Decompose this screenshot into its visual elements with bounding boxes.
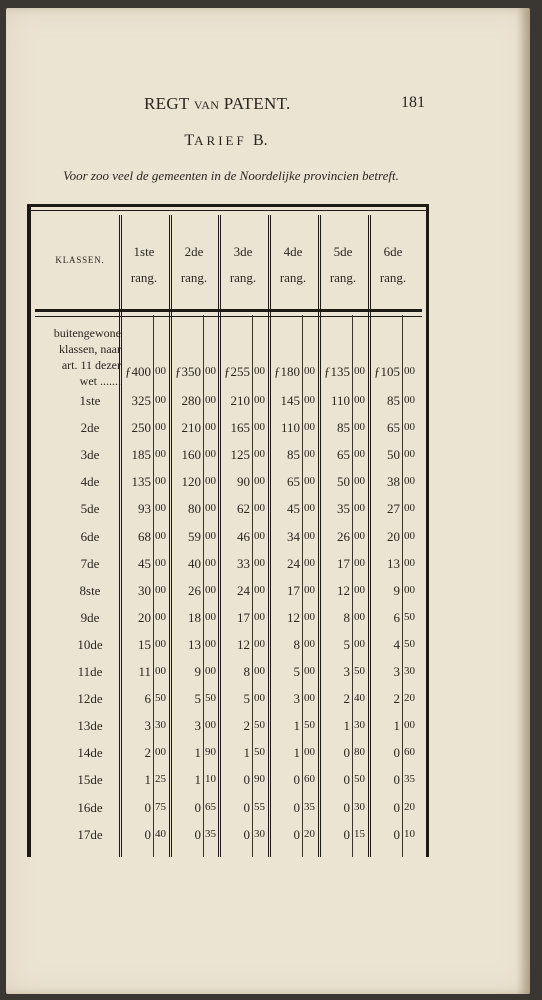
guilder-value: 5 [343, 636, 350, 652]
first-row-label-line: wet ....... [79, 374, 121, 388]
guilder-value: 17 [237, 609, 250, 625]
guilder-value: 6 [144, 691, 151, 707]
guilder-value: 145 [280, 393, 300, 408]
cents-value: 00 [304, 583, 315, 596]
cents-value: 00 [304, 421, 315, 434]
guilder-value: 17 [287, 582, 300, 598]
cents-value: 00 [205, 665, 216, 677]
guilder-value: 280 [181, 393, 201, 408]
guilder-value: 38 [387, 474, 400, 490]
cents-value: 50 [354, 773, 365, 786]
cents-value: 00 [205, 394, 216, 406]
cents-value: 60 [404, 746, 415, 759]
guilder-value: 185 [131, 447, 151, 463]
cents-value: 50 [404, 637, 415, 650]
guilder-value: 9 [194, 664, 201, 679]
cents-value: 50 [254, 746, 265, 759]
guilder-value: 46 [237, 528, 250, 544]
cents-value: 00 [304, 556, 315, 569]
cents-value: 20 [404, 800, 415, 813]
cents-value: 00 [354, 556, 365, 569]
guilder-value: ƒ105 [374, 364, 400, 379]
guilder-value: 0 [243, 799, 250, 815]
guilder-value: 1 [393, 718, 400, 734]
guilder-value: 45 [287, 501, 300, 517]
cents-value: 15 [354, 827, 365, 840]
cents-value: 00 [404, 394, 415, 406]
guilder-value: 85 [337, 420, 350, 436]
rank-ordinal: 3de [233, 244, 253, 259]
cents-value: 55 [254, 800, 265, 813]
cents-value: 00 [304, 475, 315, 488]
page-gutter-shadow [516, 8, 530, 994]
cents-value: 00 [354, 529, 365, 542]
cents-value: 60 [304, 773, 315, 786]
running-head-word-van: VAN [193, 98, 220, 112]
cents-value: 00 [205, 556, 216, 569]
cents-value: 00 [254, 365, 265, 377]
table-row [31, 800, 426, 826]
table-top-rule [31, 210, 426, 211]
rank-header [269, 239, 317, 291]
guilder-value: 59 [188, 528, 201, 544]
guilder-value: 0 [144, 799, 151, 815]
rank-word: rang. [379, 270, 407, 285]
cents-value: 00 [304, 665, 315, 677]
page-number: 181 [401, 94, 425, 111]
cents-value: 00 [254, 502, 265, 515]
guilder-value: 50 [337, 474, 350, 490]
guilder-value: 0 [194, 826, 201, 842]
guilder-value: 2 [393, 691, 400, 707]
guilder-value: 8 [293, 636, 300, 652]
guilder-value: 93 [138, 501, 151, 517]
guilder-value: 5 [194, 691, 201, 707]
guilder-value: 62 [237, 501, 250, 517]
cents-value: 00 [205, 637, 216, 650]
cents-value: 00 [304, 365, 315, 377]
class-label: 1ste [79, 393, 101, 408]
cents-value: 00 [254, 583, 265, 596]
guilder-value: 45 [138, 555, 151, 571]
guilder-value: 65 [337, 447, 350, 463]
guilder-value: 2 [343, 691, 350, 707]
first-row-label-line: klassen, naar [59, 342, 121, 356]
class-label: 7de [80, 555, 100, 571]
table-heading-initial: T [184, 132, 195, 149]
cents-value: 30 [404, 665, 415, 677]
cents-value: 00 [304, 502, 315, 515]
rank-header [219, 239, 267, 291]
guilder-value: 3 [293, 691, 300, 707]
cents-value: 20 [304, 827, 315, 840]
guilder-value: 20 [387, 528, 400, 544]
rank-header [170, 239, 218, 291]
guilder-value: 11 [138, 664, 151, 679]
table-heading-letter: B. [252, 132, 268, 149]
guilder-value: 0 [343, 772, 350, 788]
cents-value: 00 [354, 610, 365, 623]
guilder-value: 0 [194, 799, 201, 815]
guilder-value: 0 [293, 826, 300, 842]
guilder-value: 34 [287, 528, 300, 544]
cents-value: 00 [155, 637, 166, 650]
cents-value: 00 [354, 365, 365, 377]
cents-value: 00 [404, 529, 415, 542]
cents-value: 00 [254, 529, 265, 542]
cents-value: 30 [254, 827, 265, 840]
guilder-value: 85 [387, 393, 400, 408]
class-label: 13de [77, 718, 103, 734]
rank-header [319, 239, 367, 291]
cents-value: 00 [354, 394, 365, 406]
cents-value: 00 [354, 475, 365, 488]
guilder-value: 1 [243, 745, 250, 761]
class-label: 12de [77, 691, 103, 707]
guilder-value: ƒ350 [175, 364, 201, 379]
guilder-value: 20 [138, 609, 151, 625]
cents-value: 30 [354, 800, 365, 813]
table-row [31, 772, 426, 798]
table-heading-rest: ARIEF [194, 133, 247, 148]
cents-value: 00 [304, 637, 315, 650]
cents-value: 10 [404, 827, 415, 840]
guilder-value: 30 [138, 582, 151, 598]
guilder-value: 2 [243, 718, 250, 734]
guilder-value: 27 [387, 501, 400, 517]
class-label: 5de [80, 501, 100, 517]
guilder-value: 250 [131, 420, 151, 436]
guilder-value: 40 [188, 555, 201, 571]
cents-value: 00 [404, 556, 415, 569]
table-row [31, 691, 426, 717]
guilder-value: 165 [230, 420, 250, 436]
cents-value: 00 [404, 719, 415, 732]
guilder-value: 0 [393, 826, 400, 842]
guilder-value: 17 [337, 555, 350, 571]
guilder-value: 90 [237, 474, 250, 490]
table-heading [166, 132, 286, 150]
guilder-value: 0 [144, 826, 151, 842]
guilder-value: 325 [131, 393, 151, 408]
guilder-value: 1 [293, 718, 300, 734]
class-label: 17de [77, 826, 103, 842]
guilder-value: 12 [287, 609, 300, 625]
table-row [31, 610, 426, 636]
guilder-value: ƒ400 [125, 364, 151, 379]
first-row-label-line: art. 11 dezer [61, 358, 121, 372]
guilder-value: 0 [393, 745, 400, 761]
cents-value: 40 [354, 692, 365, 705]
guilder-value: 65 [387, 420, 400, 436]
cents-value: 00 [254, 448, 265, 461]
cents-value: 00 [205, 719, 216, 732]
guilder-value: 125 [230, 447, 250, 463]
rank-ordinal: 5de [333, 244, 353, 259]
table-row [31, 637, 426, 663]
guilder-value: 1 [144, 772, 151, 788]
cents-value: 00 [354, 583, 365, 596]
guilder-value: ƒ180 [274, 364, 300, 379]
running-head-title [144, 94, 291, 114]
rank-header [369, 239, 417, 291]
cents-value: 00 [205, 448, 216, 461]
guilder-value: 3 [144, 718, 151, 734]
cents-value: 00 [354, 448, 365, 461]
cents-value: 00 [155, 665, 166, 677]
rank-word: rang. [279, 270, 307, 285]
cents-value: 00 [155, 394, 166, 406]
cents-value: 00 [404, 421, 415, 434]
guilder-value: 5 [243, 691, 250, 707]
guilder-value: 35 [337, 501, 350, 517]
cents-value: 00 [205, 421, 216, 434]
table-row [31, 420, 426, 446]
cents-value: 40 [155, 827, 166, 840]
cents-value: 00 [254, 692, 265, 705]
cents-value: 00 [155, 583, 166, 596]
guilder-value: 0 [343, 799, 350, 815]
cents-value: 00 [155, 610, 166, 623]
guilder-value: 0 [243, 826, 250, 842]
rank-ordinal: 2de [184, 244, 204, 259]
guilder-value: 0 [393, 772, 400, 788]
guilder-value: 2 [144, 745, 151, 761]
cents-value: 20 [404, 692, 415, 705]
class-label: 3de [80, 447, 100, 463]
header-klassen: KLASSEN. [55, 255, 105, 265]
cents-value: 80 [354, 746, 365, 759]
guilder-value: 85 [287, 447, 300, 463]
guilder-value: 3 [393, 664, 400, 679]
guilder-value: ƒ255 [224, 364, 250, 379]
cents-value: 00 [304, 529, 315, 542]
rank-ordinal: 1ste [133, 244, 155, 259]
cents-value: 75 [155, 800, 166, 813]
table-row [31, 447, 426, 473]
table-row [31, 393, 426, 419]
class-label: 14de [77, 745, 103, 761]
table-row [31, 364, 426, 390]
cents-value: 00 [404, 365, 415, 377]
table-row [31, 556, 426, 582]
rank-ordinal: 4de [283, 244, 303, 259]
cents-value: 00 [254, 394, 265, 406]
cents-value: 00 [304, 746, 315, 759]
running-head [140, 94, 425, 118]
guilder-value: 68 [138, 528, 151, 544]
table-row [31, 718, 426, 744]
class-label: 2de [80, 420, 100, 436]
cents-value: 00 [354, 421, 365, 434]
guilder-value: 160 [181, 447, 201, 463]
cents-value: 00 [205, 475, 216, 488]
guilder-value: 0 [393, 799, 400, 815]
rank-word: rang. [229, 270, 257, 285]
guilder-value: 13 [188, 636, 201, 652]
cents-value: 00 [205, 583, 216, 596]
class-label: 4de [80, 474, 100, 490]
book-page [6, 8, 530, 994]
cents-value: 00 [254, 421, 265, 434]
cents-value: 00 [404, 448, 415, 461]
guilder-value: 135 [131, 474, 151, 490]
running-head-word-regt: REGT [144, 94, 194, 113]
guilder-value: 6 [393, 609, 400, 625]
guilder-value: 210 [181, 420, 201, 436]
guilder-value: 50 [387, 447, 400, 463]
cents-value: 00 [155, 502, 166, 515]
cents-value: 00 [304, 610, 315, 623]
guilder-value: ƒ135 [324, 364, 350, 379]
guilder-value: 4 [393, 636, 400, 652]
table-row [31, 664, 426, 690]
class-label: 11de [77, 664, 103, 679]
guilder-value: 65 [287, 474, 300, 490]
guilder-value: 9 [393, 582, 400, 598]
guilder-value: 0 [343, 826, 350, 842]
cents-value: 00 [205, 365, 216, 377]
cents-value: 50 [254, 719, 265, 732]
header-separator [35, 309, 422, 317]
cents-value: 90 [205, 746, 216, 759]
cents-value: 35 [205, 827, 216, 840]
guilder-value: 26 [337, 528, 350, 544]
cents-value: 00 [254, 556, 265, 569]
guilder-value: 1 [293, 745, 300, 761]
table-row [31, 529, 426, 555]
guilder-value: 18 [188, 609, 201, 625]
cents-value: 00 [304, 692, 315, 705]
guilder-value: 5 [293, 664, 300, 679]
cents-value: 50 [155, 692, 166, 705]
cents-value: 30 [354, 719, 365, 732]
table-subtitle: Voor zoo veel de gemeenten in de Noordelijke provincien betreft. [63, 168, 399, 183]
cents-value: 30 [155, 719, 166, 732]
guilder-value: 12 [237, 636, 250, 652]
cents-value: 50 [205, 692, 216, 705]
first-row-label-line: buitengewone [53, 326, 121, 340]
guilder-value: 1 [194, 772, 201, 788]
cents-value: 00 [155, 421, 166, 434]
guilder-value: 3 [194, 718, 201, 734]
cents-value: 00 [155, 746, 166, 759]
rank-word: rang. [180, 270, 208, 285]
rank-word: rang. [130, 270, 158, 285]
class-label: 10de [77, 636, 103, 652]
cents-value: 00 [404, 583, 415, 596]
class-label: 9de [80, 609, 100, 625]
cents-value: 00 [304, 394, 315, 406]
guilder-value: 12 [337, 582, 350, 598]
cents-value: 90 [254, 773, 265, 786]
class-label: 8ste [79, 582, 101, 598]
guilder-value: 0 [293, 772, 300, 788]
cents-value: 65 [205, 800, 216, 813]
guilder-value: 0 [343, 745, 350, 761]
cents-value: 00 [254, 637, 265, 650]
guilder-value: 120 [181, 474, 201, 490]
class-label: 16de [77, 799, 103, 815]
guilder-value: 33 [237, 555, 250, 571]
running-head-word-patent: PATENT. [219, 94, 291, 113]
guilder-value: 26 [188, 582, 201, 598]
guilder-value: 80 [188, 501, 201, 517]
guilder-value: 15 [138, 636, 151, 652]
cents-value: 00 [254, 475, 265, 488]
cents-value: 00 [155, 365, 166, 377]
cents-value: 00 [404, 502, 415, 515]
guilder-value: 0 [243, 772, 250, 788]
guilder-value: 0 [293, 799, 300, 815]
class-label: 6de [80, 528, 100, 544]
cents-value: 10 [205, 773, 216, 786]
guilder-value: 1 [194, 745, 201, 761]
cents-value: 00 [155, 556, 166, 569]
table-row [31, 501, 426, 527]
cents-value: 00 [254, 665, 265, 677]
cents-value: 35 [304, 800, 315, 813]
guilder-value: 8 [243, 664, 250, 679]
cents-value: 50 [404, 610, 415, 623]
guilder-value: 13 [387, 555, 400, 571]
cents-value: 00 [254, 610, 265, 623]
cents-value: 35 [404, 773, 415, 786]
cents-value: 00 [304, 448, 315, 461]
guilder-value: 8 [343, 609, 350, 625]
table-row [31, 827, 426, 853]
cents-value: 50 [304, 719, 315, 732]
cents-value: 00 [155, 475, 166, 488]
guilder-value: 1 [343, 718, 350, 734]
table-row [31, 583, 426, 609]
class-label: 15de [77, 772, 103, 788]
table-row [31, 474, 426, 500]
cents-value: 00 [205, 529, 216, 542]
cents-value: 00 [205, 610, 216, 623]
guilder-value: 210 [230, 393, 250, 408]
guilder-value: 110 [280, 420, 300, 436]
rank-ordinal: 6de [383, 244, 403, 259]
cents-value: 00 [155, 448, 166, 461]
cents-value: 00 [354, 637, 365, 650]
cents-value: 50 [354, 665, 365, 677]
cents-value: 25 [155, 773, 166, 786]
cents-value: 00 [354, 502, 365, 515]
tariff-table [27, 204, 429, 857]
rank-header [120, 239, 168, 291]
cents-value: 00 [155, 529, 166, 542]
rank-word: rang. [329, 270, 357, 285]
cents-value: 00 [404, 475, 415, 488]
guilder-value: 3 [343, 664, 350, 679]
cents-value: 00 [205, 502, 216, 515]
guilder-value: 24 [287, 555, 300, 571]
guilder-value: 24 [237, 582, 250, 598]
table-row [31, 745, 426, 771]
guilder-value: 110 [330, 393, 350, 408]
